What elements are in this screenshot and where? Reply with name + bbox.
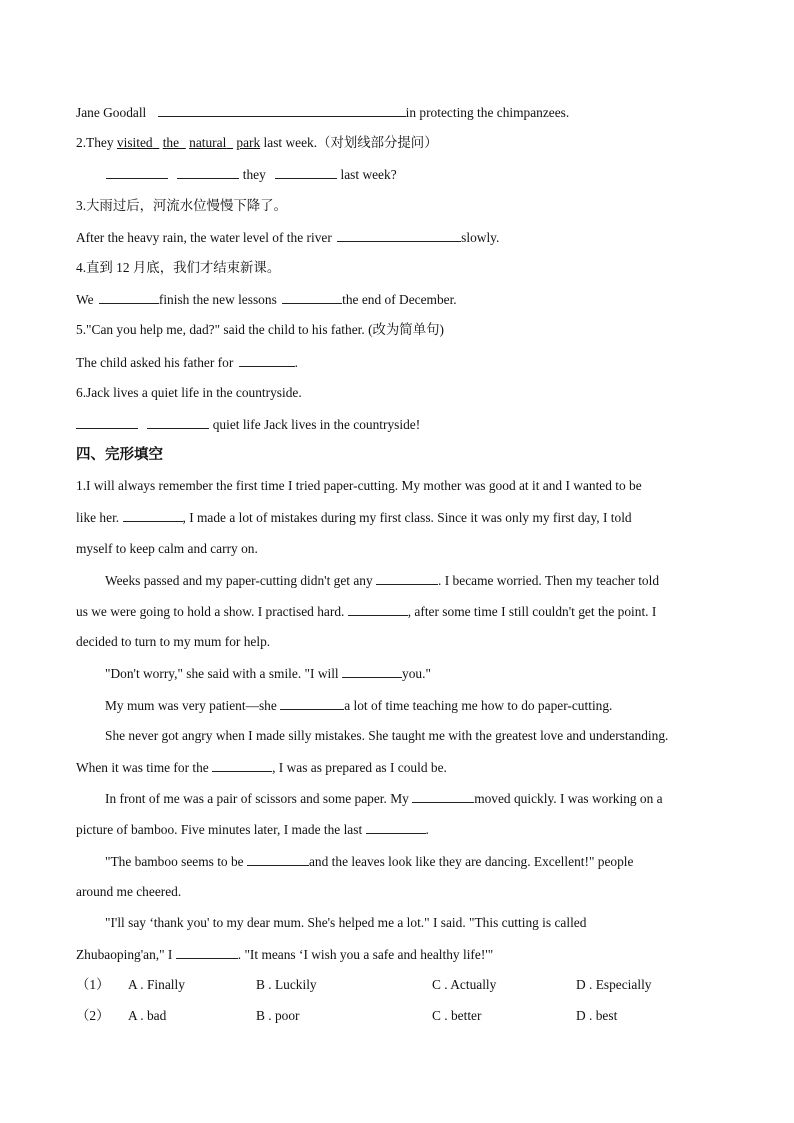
cloze-blank-8[interactable]	[366, 819, 426, 834]
passage-line	[76, 819, 726, 850]
option-b[interactable]: B . poor	[256, 1008, 300, 1024]
passage-text: In front of me was a pair of scissors and some paper. My	[105, 791, 409, 807]
passage-line	[76, 663, 726, 694]
line-text: 3.大雨过后，河流水位慢慢下降了。	[76, 197, 287, 213]
answer-blank[interactable]	[239, 352, 295, 367]
answer-blank[interactable]	[282, 289, 342, 304]
passage-text: decided to turn to my mum for help.	[76, 634, 271, 650]
underlined-word: natural	[189, 135, 227, 151]
passage-line	[76, 851, 726, 882]
passage-text: Zhubaoping'an," I	[76, 947, 173, 963]
exercise-line-6	[76, 258, 726, 289]
exercise-line-10	[76, 383, 726, 414]
option-b[interactable]: B . Luckily	[256, 977, 317, 993]
line-text: 5."Can you help me, dad?" said the child to his father. (改为简单句)	[76, 322, 444, 338]
passage-text: around me cheered.	[76, 883, 182, 899]
passage-line	[76, 695, 726, 726]
passage-text: She never got angry when I made silly mistakes. She taught me with the greatest love and understanding.	[105, 727, 669, 743]
worksheet-page	[76, 102, 726, 1038]
answer-blank[interactable]	[99, 289, 159, 304]
passage-text: , after some time I still couldn't get the point. I	[407, 604, 657, 619]
exercise-line-11	[76, 414, 726, 445]
line-text: Jane Goodall	[76, 105, 147, 120]
cloze-blank-5[interactable]	[280, 695, 344, 710]
underlined-word: park	[236, 135, 261, 151]
cloze-blank-10[interactable]	[176, 944, 238, 959]
exercise-line-2	[76, 133, 726, 164]
passage-text: "I'll say ‘thank you' to my dear mum. She's helped me a lot." I said. "This cutting is called	[105, 914, 587, 930]
exercise-line-5	[76, 227, 726, 258]
question-row-1	[76, 975, 726, 1006]
answer-blank[interactable]	[337, 227, 461, 242]
passage-line	[76, 757, 726, 788]
passage-line	[76, 632, 726, 663]
passage-text: 1.I will always remember the first time I tried paper-cutting. My mother was good at it and I wanted to be	[76, 478, 642, 494]
cloze-blank-7[interactable]	[412, 788, 474, 803]
cloze-blank-6[interactable]	[212, 757, 272, 772]
passage-text: , I made a lot of mistakes during my first class. Since it was only my first day, I told	[182, 510, 632, 526]
line-text: slowly.	[461, 229, 500, 245]
exercise-line-8	[76, 320, 726, 351]
line-text: 6.Jack lives a quiet life in the countryside.	[76, 384, 302, 400]
cloze-blank-9[interactable]	[247, 851, 309, 866]
passage-text: you."	[402, 666, 431, 682]
passage-text: moved quickly. I was working on a	[474, 791, 663, 807]
cloze-blank-4[interactable]	[342, 663, 402, 678]
passage-text: "Don't worry," she said with a smile. "I will	[105, 666, 339, 682]
answer-blank[interactable]	[147, 414, 209, 429]
line-text: The child asked his father for	[76, 354, 234, 370]
option-a[interactable]: A . bad	[128, 1008, 167, 1024]
option-d[interactable]: D . best	[576, 1008, 618, 1024]
passage-line	[76, 726, 726, 757]
passage-line	[76, 539, 726, 570]
cloze-blank-3[interactable]	[348, 601, 408, 616]
passage-text: Weeks passed and my paper-cutting didn't get any	[105, 572, 373, 588]
passage-line	[76, 570, 726, 601]
line-text: last week.（对划线部分提问）	[263, 135, 438, 151]
underlined-word: the	[162, 135, 180, 151]
passage-text: My mum was very patient—she	[105, 697, 277, 713]
passage-text: . "It means ‘I wish you a safe and healthy life!'"	[237, 947, 494, 963]
question-number: （1）	[76, 977, 110, 993]
option-d[interactable]: D . Especially	[576, 977, 652, 993]
exercise-line-4	[76, 196, 726, 227]
line-text: the end of December.	[342, 292, 457, 308]
question-row-2	[76, 1006, 726, 1037]
line-text: finish the new lessons	[158, 292, 277, 308]
line-text: We	[76, 292, 94, 308]
passage-text: us we were going to hold a show. I practised hard.	[76, 604, 345, 619]
line-text: in protecting the chimpanzees.	[405, 105, 570, 120]
line-text: last week?	[340, 167, 397, 183]
line-text: 4.直到 12 月底，我们才结束新课。	[76, 259, 281, 275]
exercise-line-7	[76, 289, 726, 320]
line-text: After the heavy rain, the water level of the river	[76, 229, 332, 245]
passage-text: "The bamboo seems to be	[105, 853, 244, 869]
option-a[interactable]: A . Finally	[128, 977, 185, 993]
section-heading: 四、完形填空	[76, 447, 163, 464]
passage-text: picture of bamboo. Five minutes later, I made the last	[76, 822, 363, 838]
passage-line	[76, 944, 726, 975]
passage-line	[76, 507, 726, 538]
cloze-blank-2[interactable]	[376, 570, 438, 585]
answer-blank[interactable]	[158, 102, 406, 117]
answer-blank[interactable]	[76, 414, 138, 429]
passage-line	[76, 882, 726, 913]
answer-blank[interactable]	[275, 164, 337, 179]
passage-text: When it was time for the	[76, 759, 209, 775]
passage-text: , I was as prepared as I could be.	[272, 759, 447, 775]
line-text: quiet life Jack lives in the countryside!	[212, 416, 421, 432]
option-c[interactable]: C . better	[432, 1008, 482, 1024]
answer-blank[interactable]	[106, 164, 168, 179]
line-text: they	[242, 167, 266, 183]
cloze-blank-1[interactable]	[123, 507, 183, 522]
option-c[interactable]: C . Actually	[432, 977, 497, 993]
passage-text: .	[425, 822, 429, 838]
exercise-line-3	[76, 164, 726, 195]
passage-line	[76, 476, 726, 507]
question-number: （2）	[76, 1008, 110, 1024]
passage-text: a lot of time teaching me how to do paper-cutting.	[344, 697, 613, 713]
passage-text: and the leaves look like they are dancing. Excellent!" people	[308, 853, 634, 869]
exercise-line-9	[76, 352, 726, 383]
line-text: 2.They	[76, 135, 114, 151]
passage-text: myself to keep calm and carry on.	[76, 540, 258, 556]
passage-text: . I became worried. Then my teacher told	[438, 572, 660, 588]
passage-line	[76, 913, 726, 944]
answer-blank[interactable]	[177, 164, 239, 179]
passage-line	[76, 601, 726, 632]
underlined-word: visited	[116, 135, 153, 151]
exercise-line-1	[76, 102, 726, 133]
passage-text: like her.	[76, 510, 120, 526]
line-text: .	[294, 354, 298, 370]
passage-line	[76, 788, 726, 819]
